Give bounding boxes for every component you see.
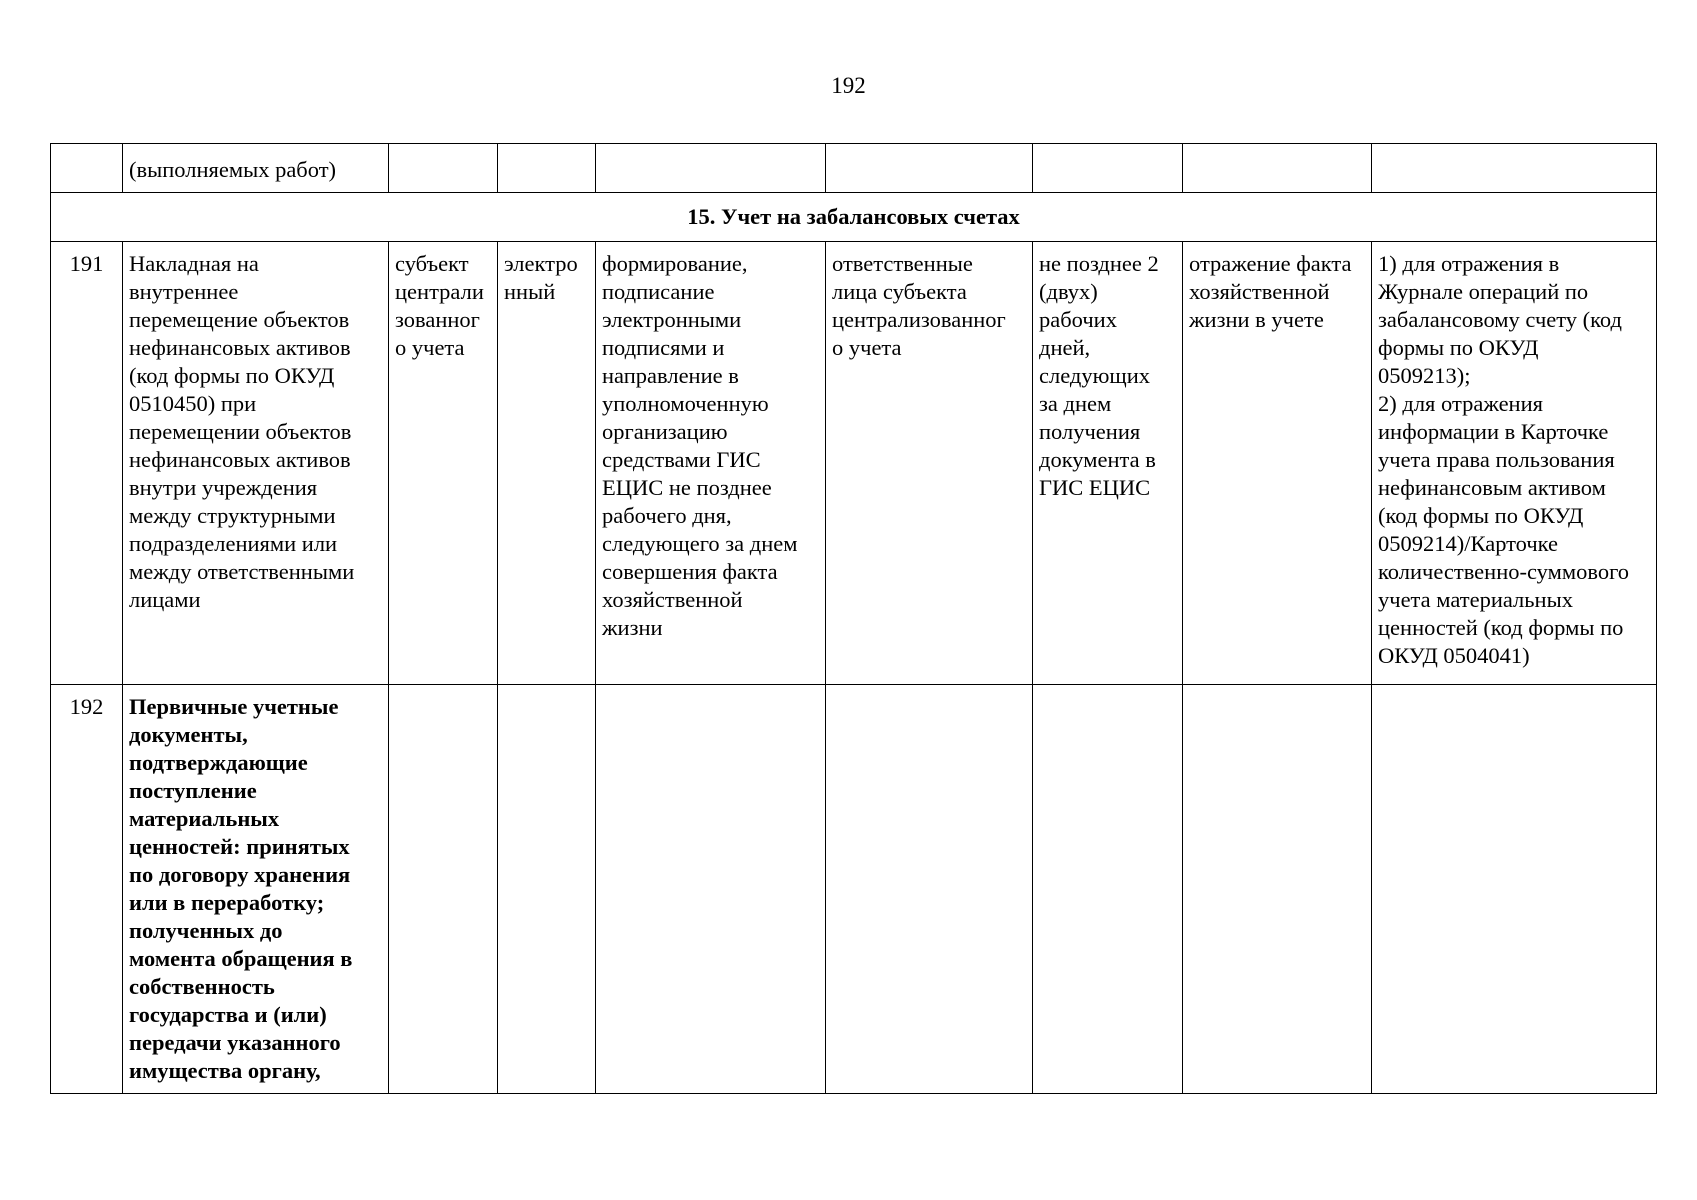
cell-text-line: электро xyxy=(504,251,578,276)
cell-text-line: (код формы по ОКУД xyxy=(129,363,335,388)
cell-text-line: формирование, xyxy=(602,251,748,276)
cell-text-line: Первичные учетные xyxy=(129,694,339,719)
cell-text-line: внутри учреждения xyxy=(129,475,318,500)
cell-text-line: отражение факта xyxy=(1189,251,1352,276)
cell-text-line: жизни xyxy=(602,615,663,640)
cell-usage xyxy=(1372,144,1657,193)
cell-text-line: ответственные xyxy=(832,251,973,276)
cell-text-line: забалансовому счету (код xyxy=(1378,307,1622,332)
cell-text-line: уполномоченную xyxy=(602,391,769,416)
page-number: 192 xyxy=(831,73,866,98)
cell-text-line: количественно-суммового xyxy=(1378,559,1630,584)
cell-text-line: нный xyxy=(504,279,556,304)
cell-procedure xyxy=(596,144,826,193)
cell-text-line: централизованног xyxy=(832,307,1006,332)
cell-text-line: совершения факта xyxy=(602,559,778,584)
cell-text-line: лицами xyxy=(129,587,201,612)
cell-number xyxy=(51,144,123,193)
cell-text-line: подтверждающие xyxy=(129,750,308,775)
cell-text-line: момента обращения в xyxy=(129,946,353,971)
cell-text-line: подписями и xyxy=(602,335,725,360)
cell-text-line: учета материальных xyxy=(1378,587,1573,612)
cell-responsible xyxy=(826,685,1033,1094)
cell-text-line: централи xyxy=(395,279,484,304)
cell-text-line: поступление xyxy=(129,778,257,803)
cell-text-line: формы по ОКУД xyxy=(1378,335,1539,360)
cell-text-line: ценностей (код формы по xyxy=(1378,615,1624,640)
cell-deadline xyxy=(1033,242,1183,685)
cell-text-line: информации в Карточке xyxy=(1378,419,1609,444)
cell-text-line: хозяйственной xyxy=(1189,279,1330,304)
cell-form xyxy=(498,144,596,193)
cell-text-line: не позднее 2 xyxy=(1039,251,1159,276)
cell-text-line: материальных xyxy=(129,806,280,831)
cell-form xyxy=(498,242,596,685)
cell-text-line: внутреннее xyxy=(129,279,239,304)
cell-number: 192 xyxy=(51,685,123,1094)
cell-text-line: о учета xyxy=(832,335,902,360)
cell-doc-name xyxy=(123,685,389,1094)
cell-text-line: подразделениями или xyxy=(129,531,338,556)
cell-text-line: учета права пользования xyxy=(1378,447,1615,472)
cell-text-line: ГИС ЕЦИС xyxy=(1039,475,1151,500)
cell-purpose xyxy=(1183,242,1372,685)
cell-text-line: 0510450) при xyxy=(129,391,257,416)
cell-usage xyxy=(1372,685,1657,1094)
cell-text-line: ОКУД 0504041) xyxy=(1378,643,1530,668)
cell-text-line: или в переработку; xyxy=(129,890,325,915)
cell-text-line: хозяйственной xyxy=(602,587,743,612)
section-header-row xyxy=(51,193,1657,242)
section-title: 15. Учет на забалансовых счетах xyxy=(51,193,1657,242)
cell-creator xyxy=(389,242,498,685)
cell-text-line: лица субъекта xyxy=(832,279,967,304)
cell-text-line: электронными xyxy=(602,307,742,332)
cell-text-line: перемещении объектов xyxy=(129,419,352,444)
cell-text-line: собственность xyxy=(129,974,275,999)
cell-text-line: 2) для отражения xyxy=(1378,391,1543,416)
cell-text-line: подписание xyxy=(602,279,715,304)
cell-deadline xyxy=(1033,685,1183,1094)
cell-text-line: 0509213); xyxy=(1378,363,1471,388)
cell-text-line: документы, xyxy=(129,722,248,747)
cell-purpose xyxy=(1183,685,1372,1094)
cell-text-line: (код формы по ОКУД xyxy=(1378,503,1584,528)
cell-text-line: (двух) xyxy=(1039,279,1098,304)
cell-text-line: имущества органу, xyxy=(129,1058,321,1083)
cell-text-line: между структурными xyxy=(129,503,336,528)
cell-text-line: Журнале операций по xyxy=(1378,279,1589,304)
cell-text-line: перемещение объектов xyxy=(129,307,350,332)
cell-procedure xyxy=(596,685,826,1094)
cell-number: 191 xyxy=(51,242,123,685)
cell-purpose xyxy=(1183,144,1372,193)
table-row-192 xyxy=(51,685,1657,1094)
cell-text-line: полученных до xyxy=(129,918,283,943)
cell-text-line: за днем xyxy=(1039,391,1112,416)
table-row-191 xyxy=(51,242,1657,685)
cell-text-line: средствами ГИС xyxy=(602,447,761,472)
cell-text-line: следующего за днем xyxy=(602,531,798,556)
document-table xyxy=(50,143,1657,1094)
cell-text-line: о учета xyxy=(395,335,465,360)
cell-text-line: организацию xyxy=(602,419,728,444)
cell-text-line: 1) для отражения в xyxy=(1378,251,1560,276)
cell-doc-name: (выполняемых работ) xyxy=(123,144,389,193)
cell-text-line: следующих xyxy=(1039,363,1151,388)
cell-text-line: рабочего дня, xyxy=(602,503,732,528)
cell-deadline xyxy=(1033,144,1183,193)
cell-text-line: по договору хранения xyxy=(129,862,351,887)
cell-responsible xyxy=(826,144,1033,193)
cell-text-line: документа в xyxy=(1039,447,1156,472)
cell-text-line: Накладная на xyxy=(129,251,259,276)
cell-text-line: зованног xyxy=(395,307,480,332)
cell-text-line: нефинансовых активов xyxy=(129,447,351,472)
cell-text-line: получения xyxy=(1039,419,1141,444)
cell-procedure xyxy=(596,242,826,685)
cell-text-line: между ответственными xyxy=(129,559,355,584)
cell-text-line: дней, xyxy=(1039,335,1091,360)
cell-text-line: передачи указанного xyxy=(129,1030,341,1055)
cell-text-line: направление в xyxy=(602,363,739,388)
cell-text-line: жизни в учете xyxy=(1189,307,1324,332)
cell-text-line: ценностей: принятых xyxy=(129,834,350,859)
cell-creator xyxy=(389,144,498,193)
cell-form xyxy=(498,685,596,1094)
cell-creator xyxy=(389,685,498,1094)
cell-usage xyxy=(1372,242,1657,685)
cell-text-line: рабочих xyxy=(1039,307,1117,332)
cell-text-line: субъект xyxy=(395,251,469,276)
cell-text-line: нефинансовым активом xyxy=(1378,475,1606,500)
cell-text-line: 0509214)/Карточке xyxy=(1378,531,1559,556)
cell-text-line: нефинансовых активов xyxy=(129,335,351,360)
cell-text-line: государства и (или) xyxy=(129,1002,327,1027)
cell-doc-name xyxy=(123,242,389,685)
cell-text-line: ЕЦИС не позднее xyxy=(602,475,772,500)
cell-responsible xyxy=(826,242,1033,685)
table-row-continuation xyxy=(51,144,1657,193)
